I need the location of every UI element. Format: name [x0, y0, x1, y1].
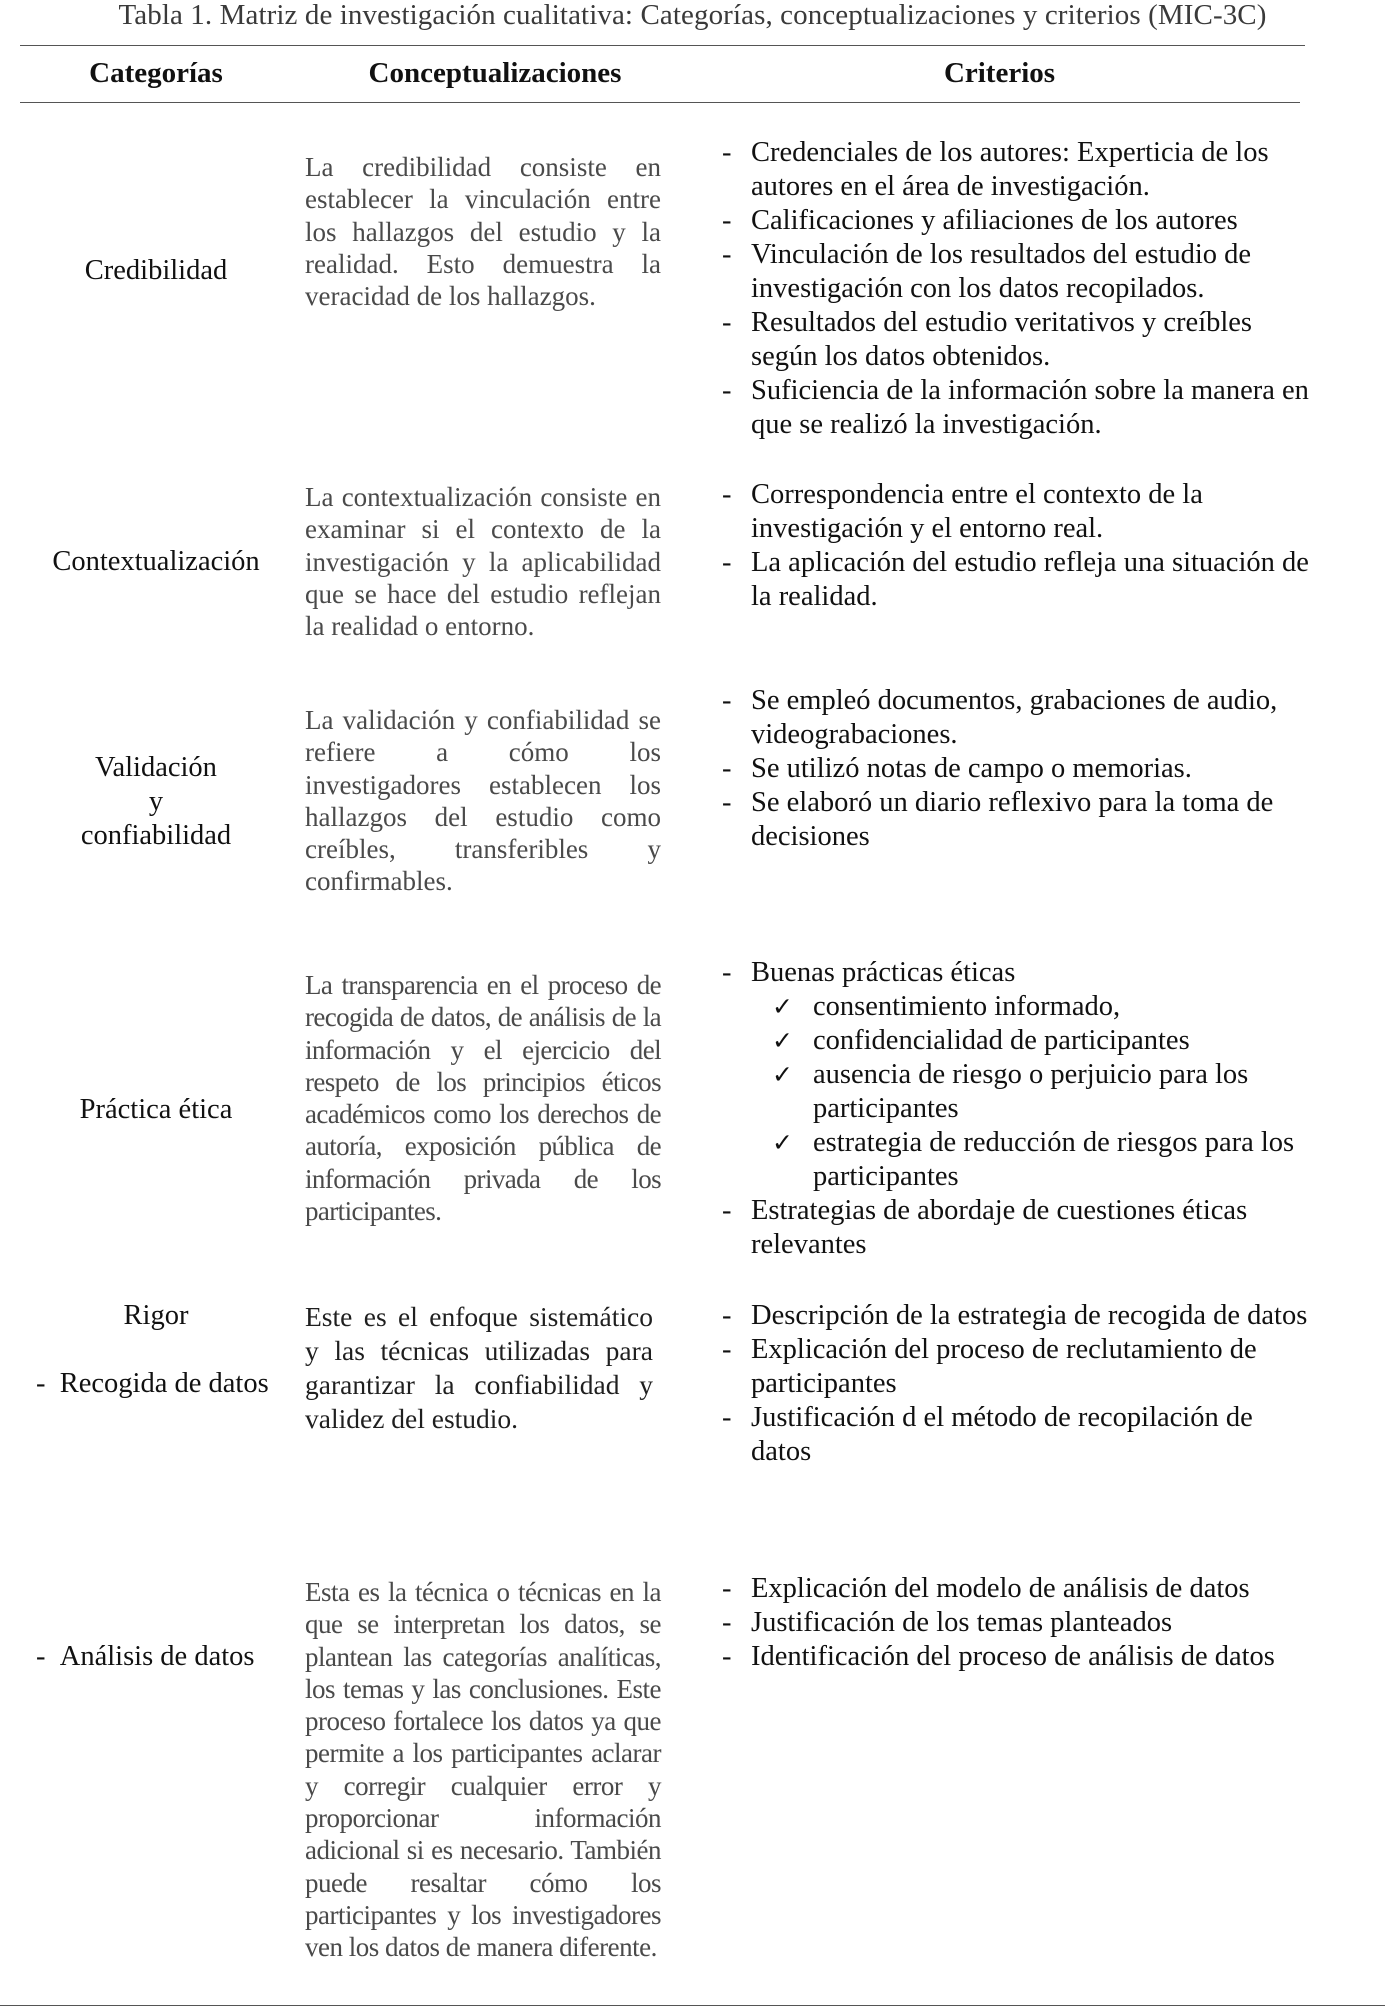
dash-bullet: - [722, 239, 732, 270]
criterion-text: Justificación d el método de recopilación de datos [751, 1402, 1253, 1467]
dash-bullet: - [722, 1573, 732, 1604]
criterion-text: Suficiencia de la información sobre la manera en que se realizó la investigación. [751, 375, 1309, 440]
check-text: confidencialidad de participantes [813, 1025, 1190, 1056]
criterion-text: Calificaciones y afiliaciones de los autores [751, 205, 1238, 236]
check-icon: ✓ [772, 1128, 793, 1157]
subcategory-recogida [36, 1367, 326, 1401]
criteria-validacion [722, 684, 1312, 854]
criterion-item [722, 1572, 1312, 1606]
criterion-item [722, 136, 1312, 204]
dash-bullet: - [36, 1641, 46, 1672]
concept-credibilidad: La credibilidad consiste en establecer la vinculación entre los hallazgos del estudio y la realidad. Esto demuestra la veracidad de los hallazgos. [305, 152, 661, 312]
criterion-text: Identificación del proceso de análisis de datos [751, 1641, 1275, 1672]
criterion-text: Se utilizó notas de campo o memorias. [751, 753, 1192, 784]
criterion-item [722, 752, 1312, 786]
dash-bullet: - [722, 685, 732, 716]
criterion-item [722, 1401, 1312, 1469]
subcategory-analisis [36, 1640, 326, 1674]
concept-rigor: Este es el enfoque sistemático y las técnicas utilizadas para garantizar la confiabilidad y validez del estudio. [305, 1301, 653, 1434]
criteria-rigor [722, 1299, 1312, 1469]
criterion-item [722, 238, 1312, 306]
category-line: y [148, 786, 164, 817]
check-text: ausencia de riesgo o perjuicio para los participantes [813, 1059, 1249, 1124]
subcategory-label: Análisis de datos [59, 1641, 255, 1672]
dash-bullet: - [722, 1334, 732, 1365]
check-text: consentimiento informado, [813, 991, 1121, 1022]
criterion-text: Estrategias de abordaje de cuestiones éticas relevantes [751, 1195, 1248, 1260]
criterion-item [722, 204, 1312, 238]
check-item [722, 990, 1312, 1024]
dash-bullet: - [722, 1641, 732, 1672]
bottom-rule [0, 2005, 1385, 2006]
criterion-text: Se empleó documentos, grabaciones de audio, videograbaciones. [751, 685, 1278, 750]
category-line: Validación [95, 752, 217, 783]
dash-bullet: - [722, 137, 732, 168]
category-credibilidad: Credibilidad [84, 255, 228, 286]
criterion-item [722, 478, 1312, 546]
check-icon: ✓ [772, 1026, 793, 1055]
top-rule [20, 45, 1305, 46]
check-icon: ✓ [772, 992, 793, 1021]
concept-practica-etica: La transparencia en el proceso de recogida de datos, de análisis de la información y el ejercicio del respeto de los principios éticos académicos como los derechos de autoría, exposición pública de información privada de los participantes. [305, 970, 661, 1227]
dash-bullet: - [722, 957, 732, 988]
dash-bullet: - [722, 205, 732, 236]
dash-bullet: - [722, 753, 732, 784]
category-practica-etica: Práctica ética [79, 1094, 233, 1125]
check-item [722, 1058, 1312, 1126]
dash-bullet: - [722, 1300, 732, 1331]
dash-bullet: - [722, 1195, 732, 1226]
dash-bullet: - [722, 307, 732, 338]
dash-bullet: - [722, 1607, 732, 1638]
criteria-credibilidad [722, 136, 1312, 442]
concept-validacion: La validación y confiabilidad se refiere a cómo los investigadores establecen los hallazgos del estudio como creíbles, transferibles y confirmables. [305, 705, 661, 897]
header-rule [20, 102, 1300, 103]
header-categorias: Categorías [89, 57, 223, 89]
criteria-contextualizacion [722, 478, 1312, 614]
dash-bullet: - [36, 1368, 46, 1399]
check-item [722, 1126, 1312, 1194]
header-conceptualizaciones: Conceptualizaciones [368, 57, 622, 89]
criterion-text: Buenas prácticas éticas [751, 957, 1016, 988]
criterion-text: Credenciales de los autores: Experticia de los autores en el área de investigación. [751, 137, 1269, 202]
dash-bullet: - [722, 547, 732, 578]
check-text: estrategia de reducción de riesgos para los participantes [813, 1127, 1295, 1192]
dash-bullet: - [722, 1402, 732, 1433]
criterion-item [722, 684, 1312, 752]
header-criterios: Criterios [943, 57, 1056, 89]
criterion-item [722, 1640, 1312, 1674]
criterion-text: Explicación del modelo de análisis de datos [751, 1573, 1250, 1604]
concept-contextualizacion: La contextualización consiste en examinar si el contexto de la investigación y la aplicabilidad que se hace del estudio reflejan la realidad o entorno. [305, 482, 661, 642]
criterion-item [722, 786, 1312, 854]
criterion-text: La aplicación del estudio refleja una situación de la realidad. [751, 547, 1309, 612]
check-item [722, 1024, 1312, 1058]
criterion-text: Explicación del proceso de reclutamiento de participantes [751, 1334, 1257, 1399]
criterion-item [722, 546, 1312, 614]
dash-bullet: - [722, 375, 732, 406]
criterion-item [722, 1606, 1312, 1640]
criterion-item [722, 306, 1312, 374]
dash-bullet: - [722, 479, 732, 510]
category-contextualizacion: Contextualización [52, 546, 260, 577]
category-validacion [20, 751, 292, 853]
table-caption: Tabla 1. Matriz de investigación cualitativa: Categorías, conceptualizaciones y criterios (MIC-3C) [118, 0, 1267, 31]
category-line: confiabilidad [80, 820, 232, 851]
criterion-text: Justificación de los temas planteados [751, 1607, 1173, 1638]
concept-analisis: Esta es la técnica o técnicas en la que se interpretan los datos, se plantean las categorías analíticas, los temas y las conclusiones. Este proceso fortalece los datos ya que permite a los participantes aclarar y corregir cualquier error y proporcionar información adicional si es necesario. También puede resaltar cómo los participantes y los investigadores ven los datos de manera diferente. [305, 1577, 661, 1963]
criterion-item [722, 956, 1312, 990]
criterion-text: Correspondencia entre el contexto de la investigación y el entorno real. [751, 479, 1203, 544]
criterion-item [722, 374, 1312, 442]
criteria-analisis [722, 1572, 1312, 1674]
subcategory-label: Recogida de datos [59, 1368, 269, 1399]
criterion-item [722, 1299, 1312, 1333]
criterion-text: Resultados del estudio veritativos y creíbles según los datos obtenidos. [751, 307, 1253, 372]
check-icon: ✓ [772, 1060, 793, 1089]
criterion-item [722, 1333, 1312, 1401]
dash-bullet: - [722, 787, 732, 818]
criterion-text: Descripción de la estrategia de recogida de datos [751, 1300, 1308, 1331]
criterion-item [722, 1194, 1312, 1262]
category-rigor: Rigor [123, 1300, 189, 1331]
criterion-text: Se elaboró un diario reflexivo para la toma de decisiones [751, 787, 1274, 852]
criterion-text: Vinculación de los resultados del estudio de investigación con los datos recopilados. [751, 239, 1252, 304]
criteria-practica-etica [722, 956, 1312, 1262]
